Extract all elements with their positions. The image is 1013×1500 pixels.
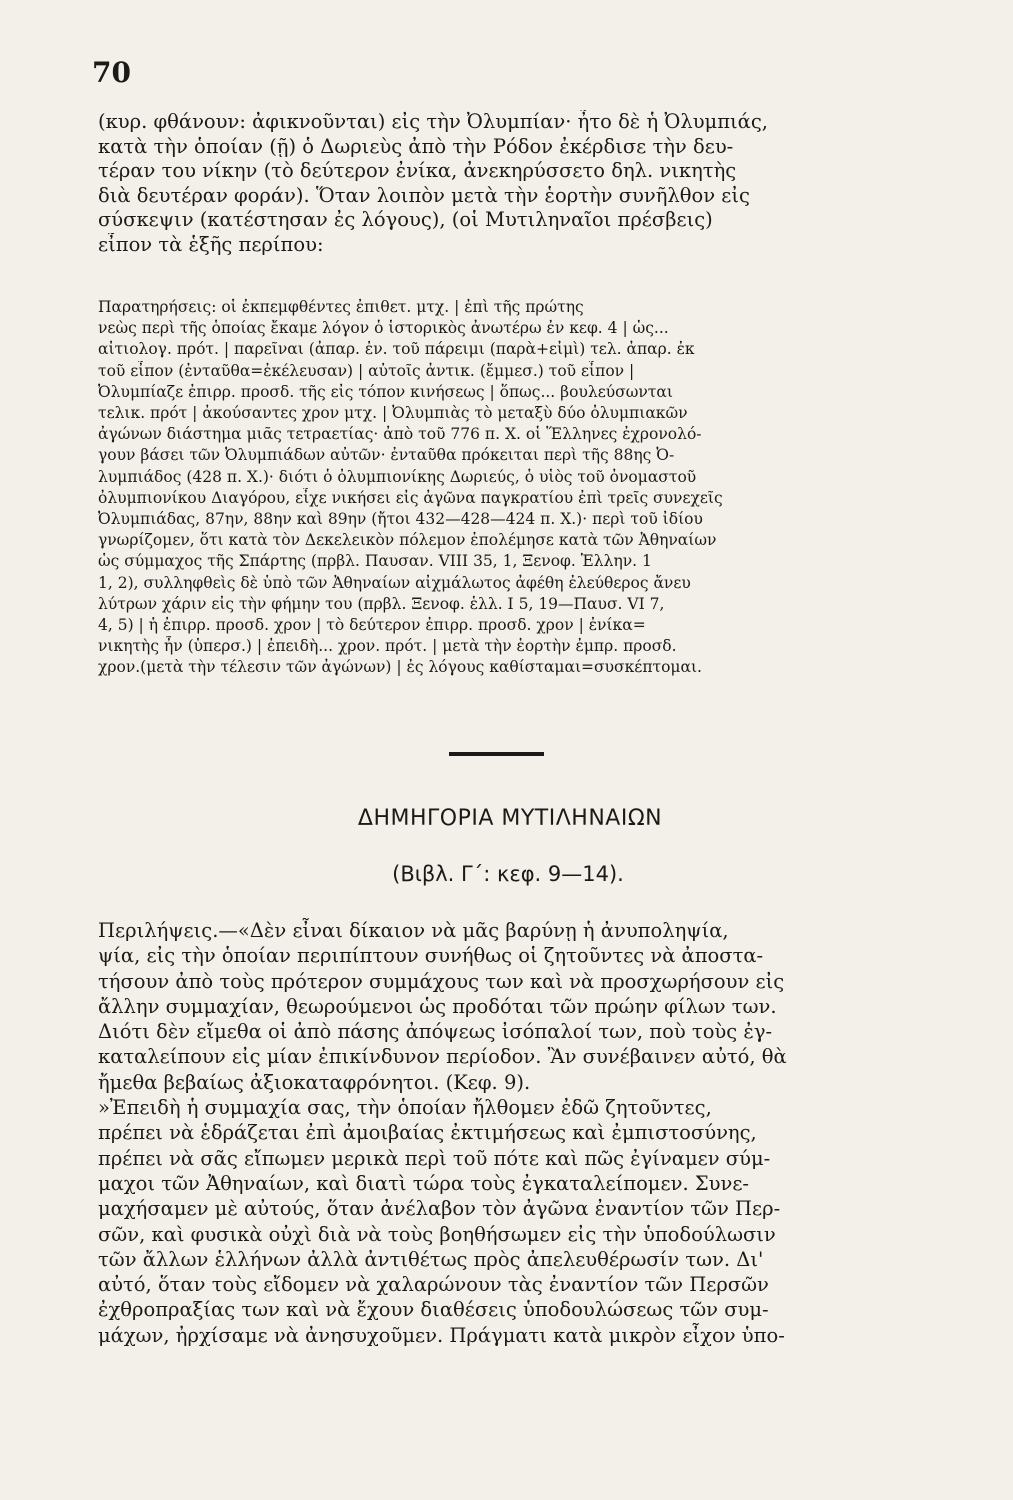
grammar-notes (98, 297, 910, 679)
top-paragraph (98, 110, 910, 257)
body-line: μαχήσαμεν μὲ αὐτούς, ὅταν ἀνέλαβον τὸν ἀγῶνα ἐναντίον τῶν Περ- (98, 1197, 781, 1221)
text-line: διὰ δευτέραν φοράν). Ὅταν λοιπὸν μετὰ τὴν ἑορτὴν συνῆλθον εἰς (98, 183, 750, 207)
note-line: λυμπιάδος (428 π. Χ.)· διότι ὁ ὀλυμπιονίκης Δωριεύς, ὁ υἱὸς τοῦ ὀνομαστοῦ (98, 467, 697, 486)
note-line: γουν βάσει τῶν Ὀλυμπιάδων αὐτῶν· ἐνταῦθα πρόκειται περὶ τῆς 88ης Ὀ- (98, 446, 675, 465)
note-line: λύτρων χάριν εἰς τὴν φήμην του (πρβλ. Ξενοφ. ἑλλ. I 5, 19—Παυσ. VI 7, (98, 594, 665, 613)
section-reference: (Βιβλ. Γ΄: κεφ. 9—14). (392, 862, 624, 886)
text-line: (κυρ. φθάνουν: ἀφικνοῦνται) εἰς τὴν Ὀλυμπίαν· ἦτο δὲ ἡ Ὀλυμπιάς, (98, 110, 768, 133)
page-number: 70 (92, 56, 131, 89)
note-line: 1, 2), συλληφθεὶς δὲ ὑπὸ τῶν Ἀθηναίων αἰχμάλωτος ἀφέθη ἐλεύθερος ἄνευ (98, 573, 691, 592)
note-line: γνωρίζομεν, ὅτι κατὰ τὸν Δεκελεικὸν πόλεμον ἐπολέμησε κατὰ τῶν Ἀθηναίων (98, 531, 717, 550)
text-line: σύσκεψιν (κατέστησαν ἐς λόγους), (οἱ Μυτιληναῖοι πρέσβεις) (98, 208, 713, 231)
note-line: νεὼς περὶ τῆς ὁποίας ἔκαμε λόγον ὁ ἱστορικὸς ἀνωτέρω ἐν κεφ. 4 | ὡς... (98, 319, 669, 338)
body-line: μαχοι τῶν Ἀθηναίων, καὶ διατὶ τώρα τοὺς ἐγκαταλείπομεν. Συνε- (98, 1171, 750, 1195)
body-line: ἄλλην συμμαχίαν, θεωρούμενοι ὡς προδόται τῶν πρώην φίλων των. (98, 994, 777, 1018)
note-line: αἰτιολογ. πρότ. | παρεῖναι (ἀπαρ. ἐν. τοῦ πάρειμι (παρὰ+εἰμὶ) τελ. ἀπαρ. ἐκ (98, 340, 695, 359)
text-line: κατὰ τὴν ὁποίαν (ῇ) ὁ Δωριεὺς ἀπὸ τὴν Ρόδον ἐκέρδισε τὴν δευ- (98, 134, 734, 158)
body-line: »Ἐπειδὴ ἡ συμμαχία σας, τὴν ὁποίαν ἤλθομεν ἐδῶ ζητοῦντες, (98, 1096, 712, 1120)
body-line: πρέπει νὰ ἑδράζεται ἐπὶ ἀμοιβαίας ἐκτιμήσεως καὶ ἐμπιστοσύνης, (98, 1121, 757, 1145)
body-line: Περιλήψεις.—«Δὲν εἶναι δίκαιον νὰ μᾶς βαρύνῃ ἡ ἀνυποληψία, (98, 919, 729, 942)
note-line: Ὀλυμπιάδας, 87ην, 88ην καὶ 89ην (ἤτοι 432—428—424 π. Χ.)· περὶ τοῦ ἰδίου (98, 510, 703, 529)
body-line: πρέπει νὰ σᾶς εἴπωμεν μερικὰ περὶ τοῦ πότε καὶ πῶς ἐγίναμεν σύμ- (98, 1146, 771, 1170)
body-line: μάχων, ἠρχίσαμε νὰ ἀνησυχοῦμεν. Πράγματι κατὰ μικρὸν εἶχον ὑπο- (98, 1323, 785, 1347)
note-line: Ὀλυμπίαζε ἐπιρρ. προσδ. τῆς εἰς τόπον κινήσεως | ὅπως... βουλεύσωνται (98, 382, 673, 401)
body-paragraphs (98, 918, 910, 1348)
section-title: ΔΗΜΗΓΟΡΙΑ ΜΥΤΙΛΗΝΑΙΩΝ (357, 806, 663, 831)
body-line: καταλείπουν εἰς μίαν ἐπικίνδυνον περίοδον. Ἂν συνέβαινεν αὐτό, θὰ (98, 1045, 787, 1069)
note-line: ὀλυμπιονίκου Διαγόρου, εἶχε νικήσει εἰς ἀγῶνα παγκρατίου ἐπὶ τρεῖς συνεχεῖς (98, 488, 723, 507)
note-line: 4, 5) | ἡ ἐπιρρ. προσδ. χρον | τὸ δεύτερον ἐπιρρ. προσδ. χρον | ἐνίκα= (98, 616, 646, 635)
body-line: σῶν, καὶ φυσικὰ οὐχὶ διὰ νὰ τοὺς βοηθήσωμεν εἰς τὴν ὑποδούλωσιν (98, 1222, 776, 1246)
body-line: τῶν ἄλλων ἑλλήνων ἀλλὰ ἀντιθέτως πρὸς ἀπελευθέρωσίν των. Δι' (98, 1247, 764, 1271)
text-line: τέραν του νίκην (τὸ δεύτερον ἐνίκα, ἀνεκηρύσσετο δηλ. νικητὴς (98, 159, 737, 182)
note-line: χρον.(μετὰ τὴν τέλεσιν τῶν ἀγώνων) | ἐς λόγους καθίσταμαι=συσκέπτομαι. (98, 658, 702, 677)
body-line: Διότι δὲν εἴμεθα οἱ ἀπὸ πάσης ἀπόψεως ἰσόπαλοί των, ποὺ τοὺς ἐγ- (98, 1020, 773, 1044)
note-line: τελικ. πρότ | ἀκούσαντες χρον μτχ. | Ὀλυμπιὰς τὸ μεταξὺ δύο ὀλυμπιακῶν (98, 404, 688, 423)
note-line: τοῦ εἶπον (ἐνταῦθα=ἐκέλευσαν) | αὐτοῖς ἀντικ. (ἔμμεσ.) τοῦ εἶπον | (98, 361, 635, 380)
note-line: Παρατηρήσεις: οἱ ἐκπεμφθέντες ἐπιθετ. μτχ. | ἐπὶ τῆς πρώτης (98, 298, 584, 316)
note-line: ἀγώνων διάστημα μιᾶς τετραετίας· ἀπὸ τοῦ 776 π. Χ. οἱ Ἕλληνες ἐχρονολό- (98, 425, 702, 444)
text-line: εἶπον τὰ ἑξῆς περίπου: (98, 232, 324, 256)
body-line: αὐτό, ὅταν τοὺς εἴδομεν νὰ χαλαρώνουν τὰς ἐναντίον τῶν Περσῶν (98, 1273, 769, 1297)
note-line: ὡς σύμμαχος τῆς Σπάρτης (πρβλ. Παυσαν. VIII 35, 1, Ξενοφ. Ἑλλην. 1 (98, 552, 652, 571)
section-divider (449, 752, 544, 756)
body-line: ἐχθροπραξίας των καὶ νὰ ἔχουν διαθέσεις ὑποδουλώσεως τῶν συμ- (98, 1298, 769, 1322)
body-line: ψία, εἰς τὴν ὁποίαν περιπίπτουν συνήθως οἱ ζητοῦντες νὰ ἀποστα- (98, 944, 764, 968)
note-line: νικητὴς ἦν (ὑπερσ.) | ἐπειδὴ... χρον. πρότ. | μετὰ τὴν ἑορτὴν ἐμπρ. προσδ. (98, 637, 677, 656)
body-line: τήσουν ἀπὸ τοὺς πρότερον συμμάχους των καὶ νὰ προσχωρήσουν εἰς (98, 969, 785, 993)
body-line: ἤμεθα βεβαίως ἀξιοκαταφρόνητοι. (Κεφ. 9). (98, 1070, 531, 1094)
